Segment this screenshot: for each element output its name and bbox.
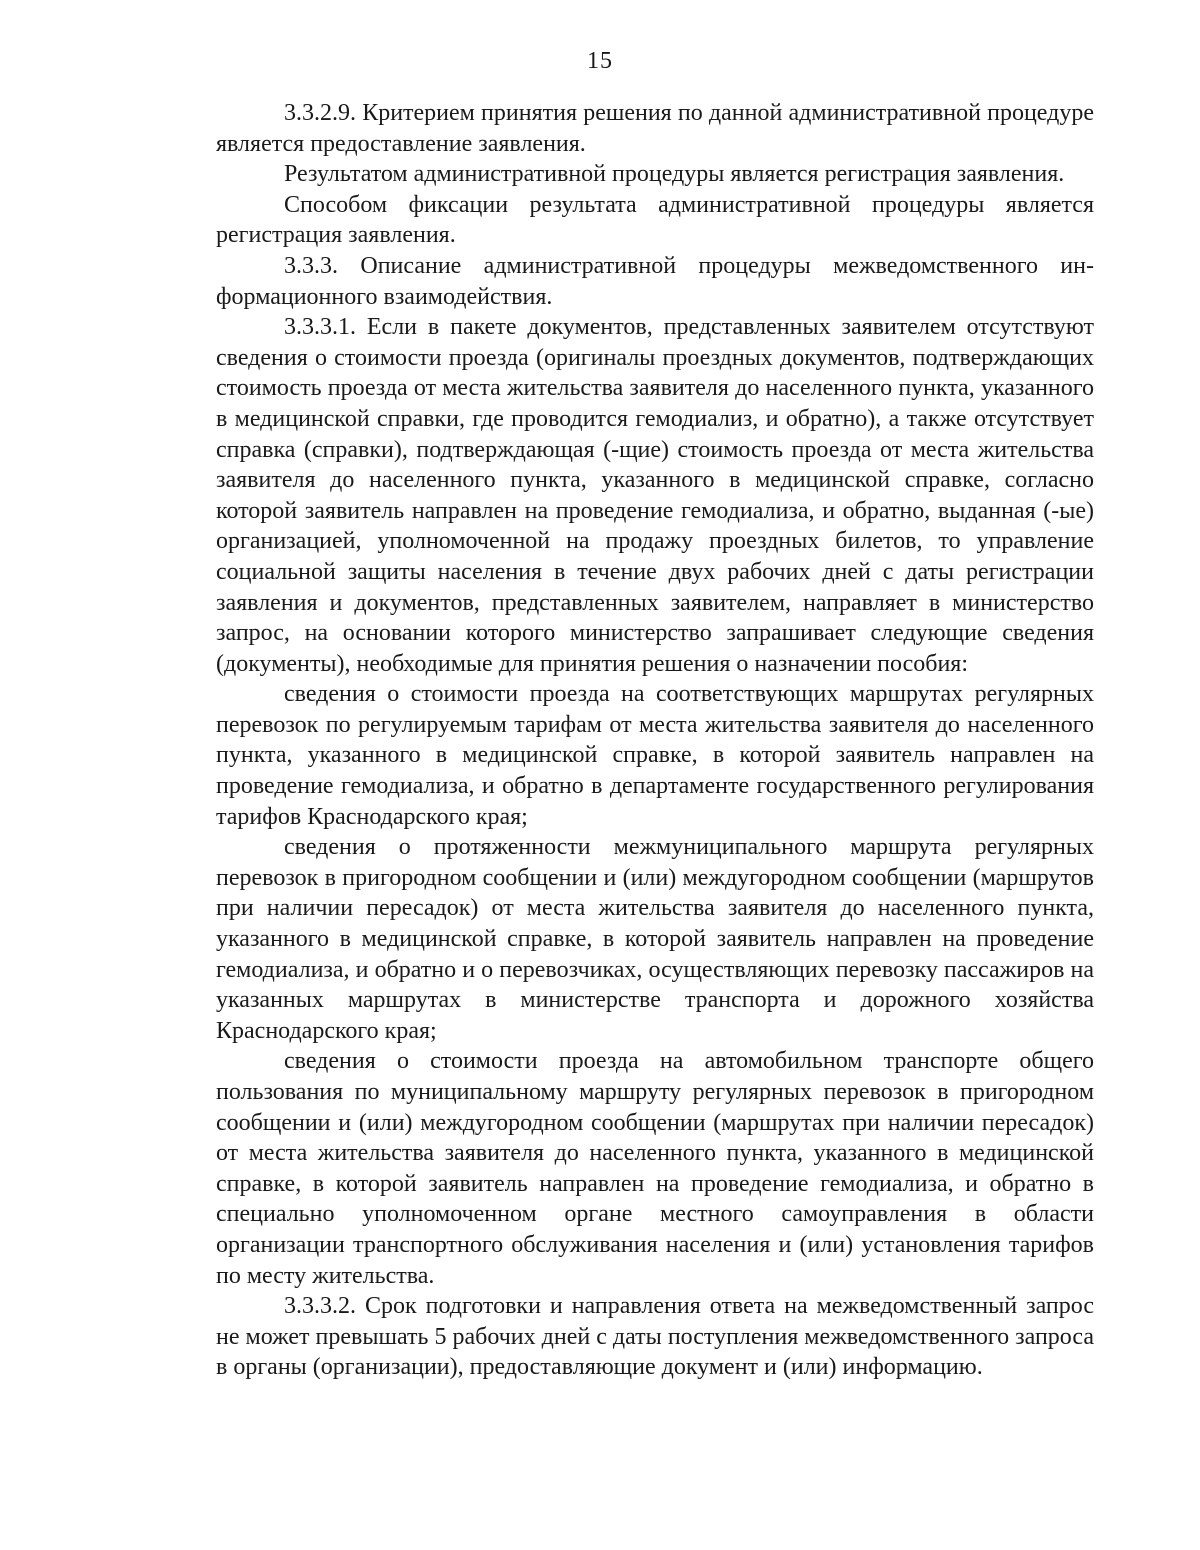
paragraph-result: Результатом административной процедуры является регистрация заявления. [284, 161, 1065, 188]
paragraph-3-3-2-9: 3.3.2.9. Критерием принятия решения по данной административной процедуре является предоставление заявления. [216, 100, 1094, 157]
paragraph-3-3-3: 3.3.3. Описание административной процедуры межведомственного информационного взаимодействия. [216, 252, 1094, 310]
document-body [216, 98, 1094, 1383]
paragraph-fixation-method: Способом фиксации результата административной процедуры является регистрация заявления. [216, 191, 1094, 249]
paragraph-3-3-3-1: 3.3.3.1. Если в пакете документов, представленных заявителем отсутствуют сведения о стоимости проезда (оригиналы проездных документов, подтверждающих стоимость проезда от места жительства заявителя до населенного пункта, указанного в медицинской справки, где проводится гемодиализ, и обратно), а также отсутствует справка (справки), подтверждающая (-щие) стоимость проезда от места жительства заявителя до населенного пункта, указанного в медицинской справке, согласно которой заявитель направлен на проведение гемодиализа, и обратно, выданная (-ые) организацией, уполномоченной на продажу проездных билетов, то управление социальной защиты населения в течение двух рабочих дней с даты регистрации заявления и документов, представленных заявителем, направляет в министерство запрос, на основании которого министерство запрашивает следующие сведения (документы), необходимые для принятия решения о назначении пособия: [216, 314, 1094, 677]
paragraph-route-length-info: сведения о протяженности межмуниципального маршрута регулярных перевозок в пригородном сообщении и (или) междугородном сообщении (маршрутов при наличии пересадок) от места жительства заявителя до населенного пункта, указанного в медицинской справке, в которой заявитель направлен на проведение гемодиализа, и обратно и о перевозчиках, осуществляющих перевозку пассажиров на указанных маршрутах в министерстве транспорта и дорожного хозяйства Краснодарского края; [216, 834, 1094, 1044]
page-number: 15 [587, 48, 613, 74]
paragraph-3-3-3-2: 3.3.3.2. Срок подготовки и направления ответа на межведомственный запрос не может превышать 5 рабочих дней с даты поступления межведомственного запроса в органы (организации), предоставляющие документ и (или) информацию. [216, 1293, 1094, 1381]
paragraph-municipal-route-info: сведения о стоимости проезда на автомобильном транспорте общего пользования по муниципальному маршруту регулярных перевозок в пригородном сообщении и (или) междугородном сообщении (маршрутах при наличии пересадок) от места жительства заявителя до населенного пункта, указанного в медицинской справке, в которой заявитель направлен на проведение гемодиализа, и обратно в специально уполномоченном органе местного самоуправления в области организации транспортного обслуживания населения и (или) установления тарифов по месту жительства. [216, 1048, 1094, 1289]
paragraph-tariff-info: сведения о стоимости проезда на соответствующих маршрутах регулярных перевозок по регулируемым тарифам от места жительства заявителя до населенного пункта, указанного в медицинской справке, в которой заявитель направлен на проведение гемодиализа, и обратно в департаменте государственного регулирования тарифов Краснодарского края; [216, 681, 1094, 830]
